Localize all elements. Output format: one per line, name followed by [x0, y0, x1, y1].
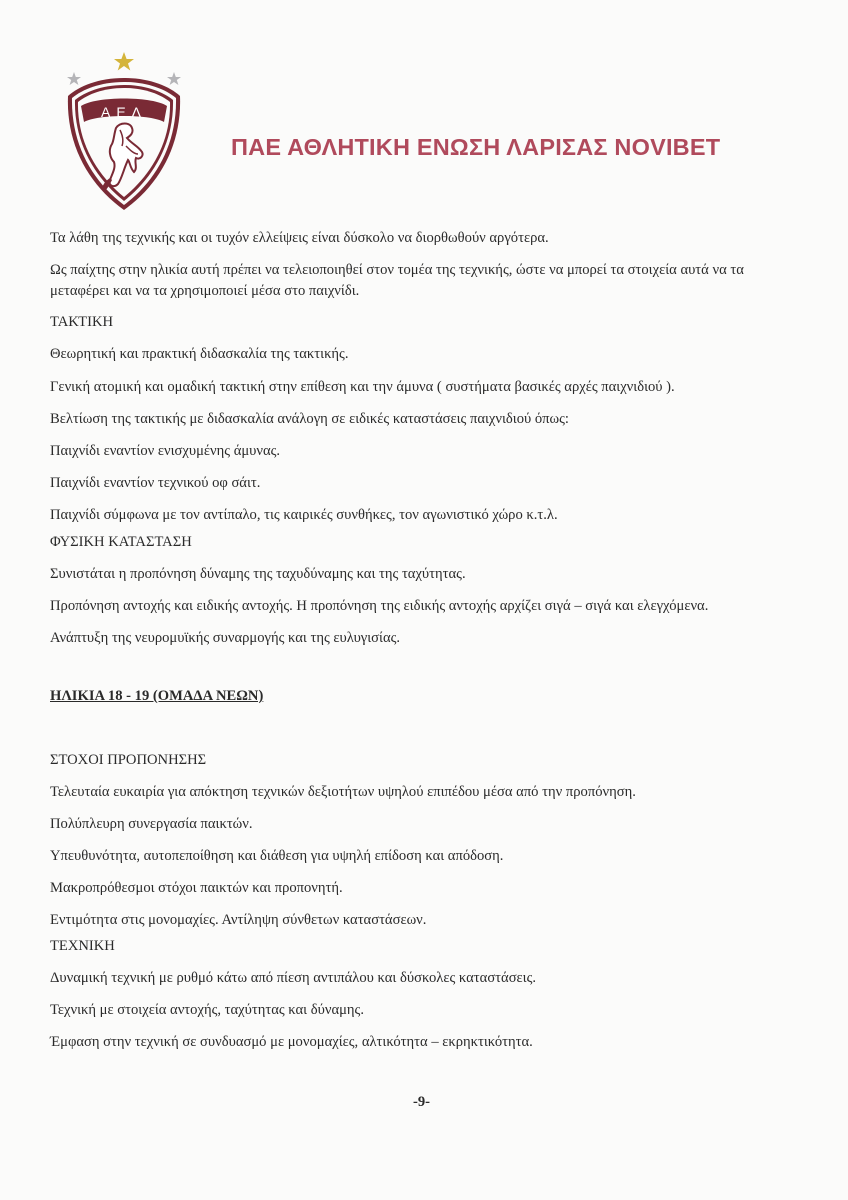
- crest-letters: ΑΕΛ: [100, 104, 148, 120]
- silver-star-icon: [67, 72, 81, 85]
- section-heading-tactics: ΤΑΚΤΙΚΗ: [50, 314, 114, 330]
- paragraph-line: Ανάπτυξη της νευρομυϊκής συναρμογής και της ευλυγισίας.: [50, 630, 401, 646]
- club-crest-logo: [64, 50, 184, 212]
- silver-star-icon: [167, 72, 181, 85]
- paragraph-line: Παιχνίδι σύμφωνα με τον αντίπαλο, τις καιρικές συνθήκες, τον αγωνιστικό χώρο κ.τ.λ.: [50, 507, 558, 523]
- section-heading-technique: ΤΕΧΝΙΚΗ: [50, 938, 115, 954]
- paragraph-line: Προπόνηση αντοχής και ειδικής αντοχής. Η προπόνηση της ειδικής αντοχής αρχίζει σιγά – σιγά και ελεγχόμενα.: [50, 598, 709, 614]
- paragraph-line: Τα λάθη της τεχνικής και οι τυχόν ελλείψεις είναι δύσκολο να διορθωθούν αργότερα.: [50, 230, 549, 246]
- paragraph-line: Δυναμική τεχνική με ρυθμό κάτω από πίεση αντιπάλου και δύσκολες καταστάσεις.: [50, 970, 537, 986]
- section-heading-age: ΗΛΙΚΙΑ 18 - 19 (ΟΜΑΔΑ ΝΕΩΝ): [50, 688, 264, 704]
- paragraph-line: Θεωρητική και πρακτική διδασκαλία της τακτικής.: [50, 346, 349, 362]
- paragraph-line: Εντιμότητα στις μονομαχίες. Αντίληψη σύνθετων καταστάσεων.: [50, 912, 427, 928]
- paragraph-line: Μακροπρόθεσμοι στόχοι παικτών και προπονητή.: [50, 880, 343, 896]
- paragraph-line: Τελευταία ευκαιρία για απόκτηση τεχνικών δεξιοτήτων υψηλού επιπέδου μέσα από την προπόνηση.: [50, 784, 636, 800]
- page-number: -9-: [413, 1094, 431, 1110]
- paragraph-line: Παιχνίδι εναντίον ενισχυμένης άμυνας.: [50, 443, 281, 459]
- paragraph-line: Γενική ατομική και ομαδική τακτική στην επίθεση και την άμυνα ( συστήματα βασικές αρχές παιχνιδιού ).: [50, 379, 675, 395]
- paragraph-line: Ως παίχτης στην ηλικία αυτή πρέπει να τελειοποιηθεί στον τομέα της τεχνικής, ώστε να μπορεί τα στοιχεία αυτά να τα: [50, 262, 744, 278]
- paragraph-line: Έμφαση στην τεχνική σε συνδυασμό με μονομαχίες, αλτικότητα – εκρηκτικότητα.: [50, 1034, 533, 1050]
- organization-title: ΠΑΕ ΑΘΛΗΤΙΚΗ ΕΝΩΣΗ ΛΑΡΙΣΑΣ NOVIBET: [231, 134, 721, 160]
- paragraph-line: Υπευθυνότητα, αυτοπεποίθηση και διάθεση για υψηλή επίδοση και απόδοση.: [50, 848, 504, 864]
- paragraph-line: Συνιστάται η προπόνηση δύναμης της ταχυδύναμης και της ταχύτητας.: [50, 566, 466, 582]
- paragraph-line: Τεχνική με στοιχεία αντοχής, ταχύτητας και δύναμης.: [50, 1002, 364, 1018]
- paragraph-line: Παιχνίδι εναντίον τεχνικού οφ σάιτ.: [50, 475, 261, 491]
- paragraph-line: Πολύπλευρη συνεργασία παικτών.: [50, 816, 253, 832]
- section-heading-fitness: ΦΥΣΙΚΗ ΚΑΤΑΣΤΑΣΗ: [50, 534, 192, 550]
- section-heading-goals: ΣΤΟΧΟΙ ΠΡΟΠΟΝΗΣΗΣ: [50, 752, 207, 768]
- paragraph-line: Βελτίωση της τακτικής με διδασκαλία ανάλογη σε ειδικές καταστάσεις παιχνιδιού όπως:: [50, 411, 569, 427]
- gold-star-icon: [114, 52, 134, 71]
- paragraph-line: μεταφέρει και να τα χρησιμοποιεί μέσα στο παιχνίδι.: [50, 283, 360, 299]
